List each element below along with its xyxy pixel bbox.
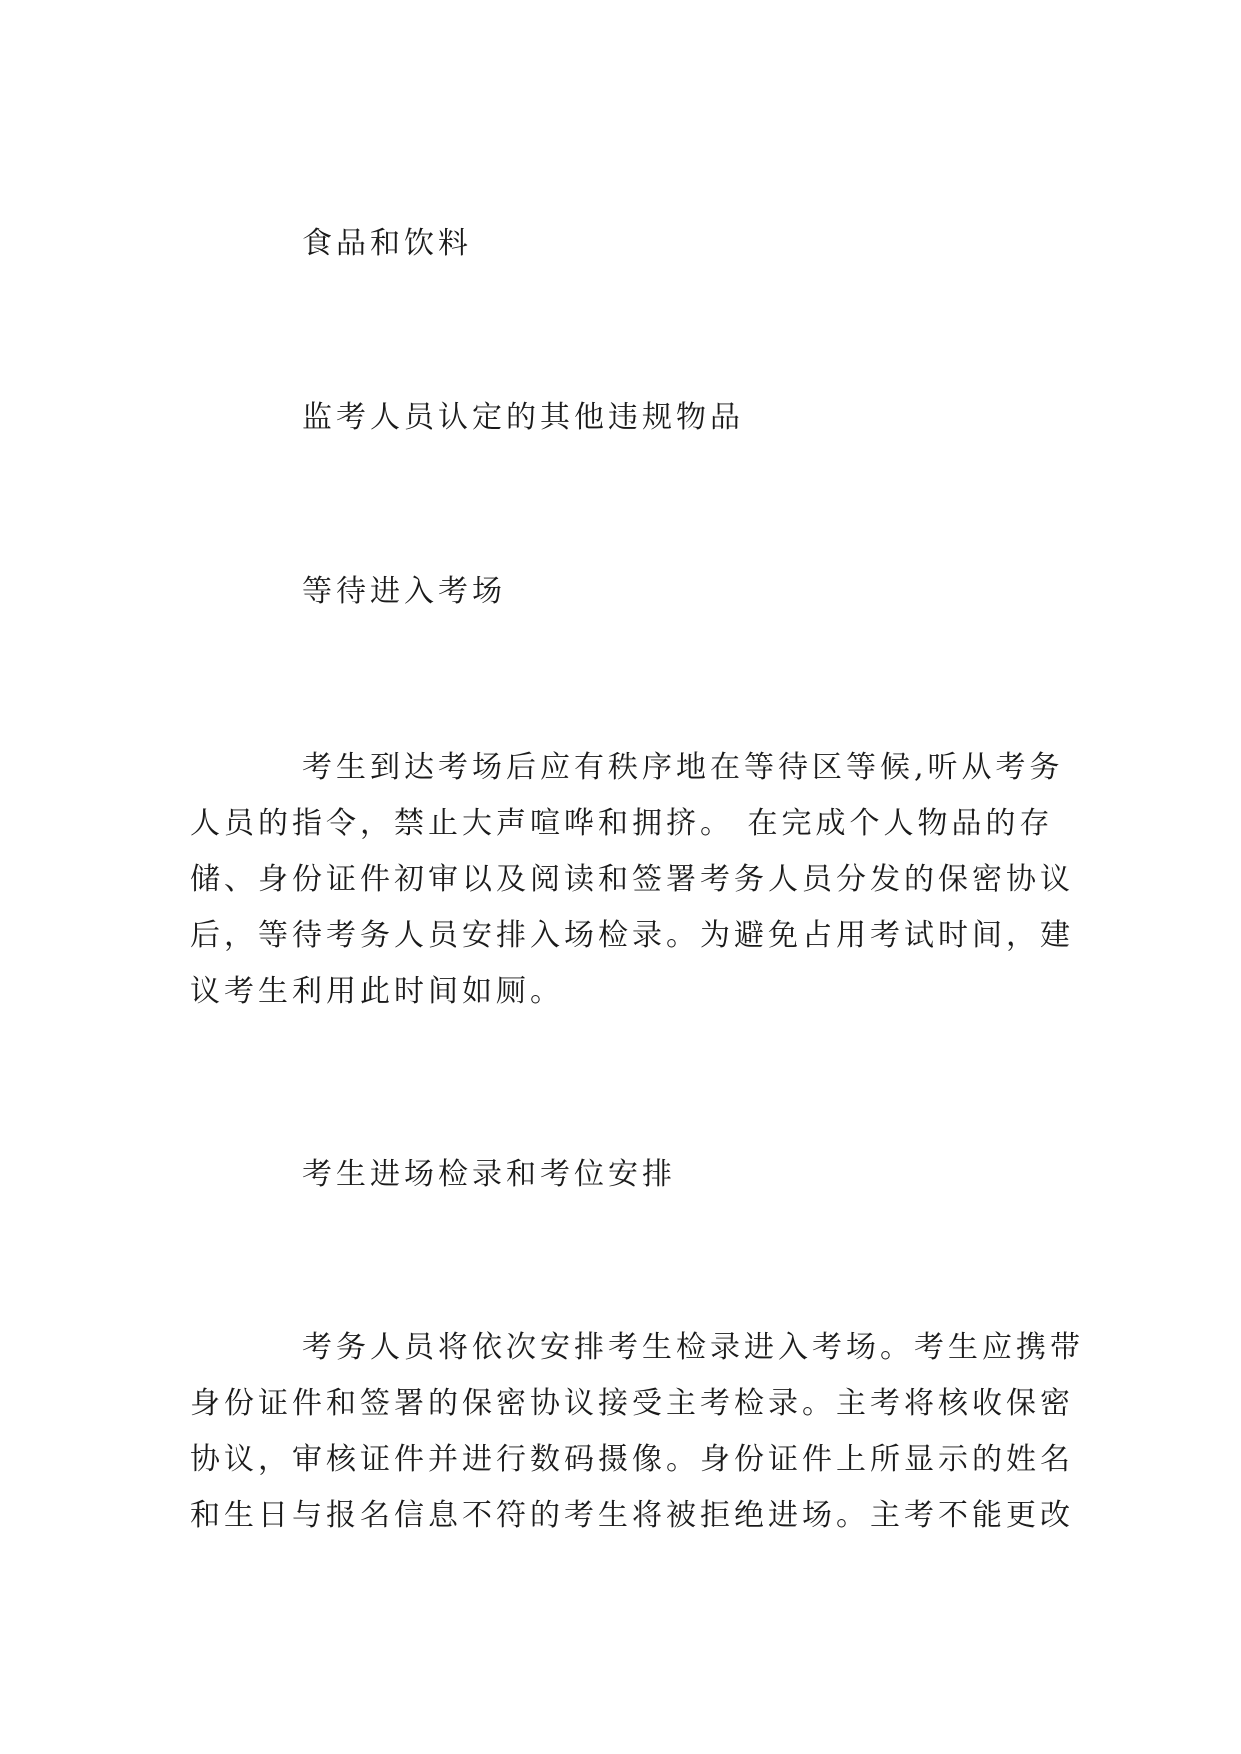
paragraph-line: 身份证件和签署的保密协议接受主考检录。主考将核收保密 bbox=[190, 1386, 1074, 1421]
paragraph-line: 协议，审核证件并进行数码摄像。身份证件上所显示的姓名 bbox=[190, 1442, 1074, 1477]
paragraph-line: 议考生利用此时间如厕。 bbox=[190, 974, 564, 1009]
paragraph-line: 人员的指令，禁止大声喧哗和拥挤。 在完成个人物品的存 bbox=[190, 806, 1054, 841]
paragraph-line: 考务人员将依次安排考生检录进入考场。考生应携带 bbox=[302, 1330, 1084, 1365]
paragraph-waiting bbox=[190, 740, 1074, 1020]
heading-checkin-and-seating: 考生进场检录和考位安排 bbox=[302, 1157, 676, 1192]
paragraph-checkin bbox=[190, 1320, 1084, 1544]
paragraph-line: 储、身份证件初审以及阅读和签署考务人员分发的保密协议 bbox=[190, 862, 1074, 897]
paragraph-line: 考生到达考场后应有秩序地在等待区等候,听从考务 bbox=[302, 750, 1064, 785]
heading-food-and-drink: 食品和饮料 bbox=[302, 226, 472, 261]
paragraph-line: 和生日与报名信息不符的考生将被拒绝进场。主考不能更改 bbox=[190, 1498, 1074, 1533]
heading-waiting-to-enter: 等待进入考场 bbox=[302, 574, 506, 609]
heading-other-prohibited-items: 监考人员认定的其他违规物品 bbox=[302, 400, 744, 435]
paragraph-line: 后，等待考务人员安排入场检录。为避免占用考试时间，建 bbox=[190, 918, 1074, 953]
